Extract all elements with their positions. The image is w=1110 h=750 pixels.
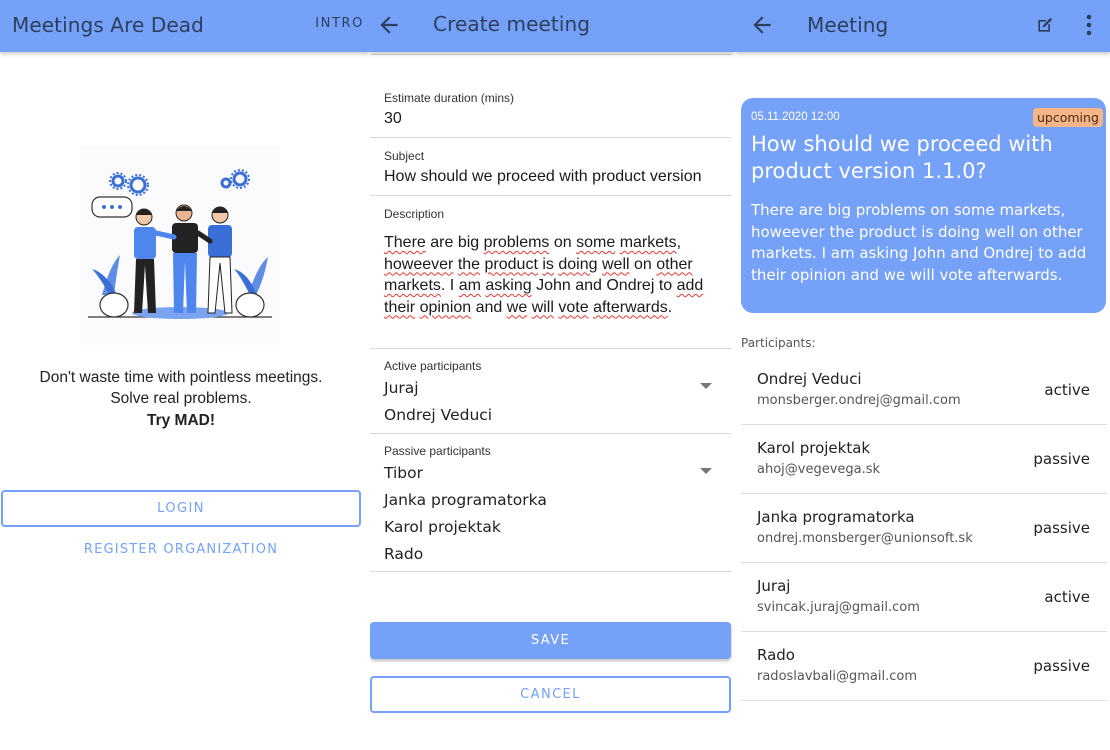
- participant-row[interactable]: [741, 563, 1107, 632]
- participant-row[interactable]: [741, 632, 1107, 701]
- participant-role: active: [1044, 588, 1090, 606]
- status-badge: upcoming: [1033, 108, 1103, 127]
- team-meeting-illustration: [80, 145, 280, 345]
- participant-name: Janka programatorka: [757, 508, 915, 526]
- meeting-card: [741, 98, 1106, 313]
- duration-field[interactable]: [370, 82, 731, 138]
- duration-input[interactable]: 30: [384, 110, 402, 127]
- subject-field[interactable]: [370, 138, 731, 196]
- participant-email: radoslavbali@gmail.com: [757, 669, 918, 684]
- participant-name: Rado: [757, 646, 795, 664]
- passive-participant-chip[interactable]: Janka programatorka: [384, 491, 547, 509]
- create-meeting-app-bar: [370, 0, 735, 52]
- active-participants-select[interactable]: [370, 349, 731, 434]
- edit-icon[interactable]: [1035, 15, 1055, 35]
- app-title: Meetings Are Dead: [12, 13, 204, 37]
- subject-input[interactable]: How should we proceed with product version: [384, 168, 702, 185]
- participant-email: ahoj@vegevega.sk: [757, 462, 881, 477]
- register-organization-link[interactable]: REGISTER ORGANIZATION: [83, 542, 279, 557]
- back-arrow-icon[interactable]: [376, 12, 402, 38]
- participant-role: passive: [1033, 657, 1090, 675]
- participant-role: passive: [1033, 450, 1090, 468]
- save-button[interactable]: SAVE: [370, 622, 731, 659]
- login-button[interactable]: LOGIN: [1, 490, 361, 527]
- participant-row[interactable]: [741, 494, 1107, 563]
- passive-participant-chip[interactable]: Rado: [384, 545, 424, 563]
- description-textarea[interactable]: There are big problems on some markets, howeever the product is doing well on other markets. I am asking John and Ondrej to add their opinion and we will vote afterwards.: [384, 234, 704, 316]
- participant-name: Juraj: [757, 577, 791, 595]
- cancel-button[interactable]: CANCEL: [370, 676, 731, 713]
- passive-participants-label: Passive participants: [384, 444, 491, 458]
- meeting-subject: How should we proceed with product version 1.1.0?: [751, 132, 1053, 183]
- meeting-description: There are big problems on some markets, howeever the product is doing well on other markets. I am asking John and Ondrej to add their opinion and we will vote afterwards.: [751, 201, 1087, 284]
- passive-participant-chip[interactable]: Tibor: [384, 464, 423, 482]
- page-title: Create meeting: [433, 12, 591, 36]
- participant-row[interactable]: [741, 425, 1107, 494]
- meeting-app-bar: [735, 0, 1110, 52]
- active-dropdown-arrow-icon[interactable]: [700, 383, 712, 389]
- intro-button[interactable]: INTRO: [315, 16, 364, 31]
- page-title: Meeting: [807, 13, 889, 37]
- passive-dropdown-arrow-icon[interactable]: [700, 468, 712, 474]
- participant-row[interactable]: [741, 356, 1107, 425]
- meeting-detail-screen: [735, 0, 1110, 750]
- passive-participants-select[interactable]: [370, 434, 731, 572]
- participant-role: active: [1044, 381, 1090, 399]
- back-arrow-icon[interactable]: [749, 12, 775, 38]
- participant-email: svincak.juraj@gmail.com: [757, 600, 920, 615]
- intro-screen: [0, 0, 370, 750]
- tagline-line-2: Solve real problems.: [110, 390, 252, 407]
- tagline-line-3: Try MAD!: [146, 412, 216, 429]
- participant-name: Ondrej Veduci: [757, 370, 862, 388]
- date-field-remnant: [370, 52, 731, 55]
- participant-email: ondrej.monsberger@unionsoft.sk: [757, 531, 973, 546]
- active-participant-chip[interactable]: Ondrej Veduci: [384, 406, 493, 424]
- duration-label: Estimate duration (mins): [384, 91, 515, 105]
- passive-participant-chip[interactable]: Karol projektak: [384, 518, 501, 536]
- active-participant-chip[interactable]: Juraj: [384, 379, 419, 397]
- create-meeting-screen: [370, 0, 735, 750]
- participant-email: monsberger.ondrej@gmail.com: [757, 393, 961, 408]
- intro-app-bar: [0, 0, 370, 52]
- subject-label: Subject: [384, 149, 425, 163]
- tagline-line-1: Don't waste time with pointless meetings.: [39, 369, 323, 386]
- more-vert-icon[interactable]: [1081, 12, 1097, 38]
- participant-name: Karol projektak: [757, 439, 871, 457]
- active-participants-label: Active participants: [384, 359, 482, 373]
- participant-role: passive: [1033, 519, 1090, 537]
- description-field[interactable]: [370, 196, 731, 349]
- participants-label: Participants:: [741, 336, 816, 350]
- description-label: Description: [384, 207, 445, 221]
- meeting-date: 05.11.2020 12:00: [751, 111, 840, 123]
